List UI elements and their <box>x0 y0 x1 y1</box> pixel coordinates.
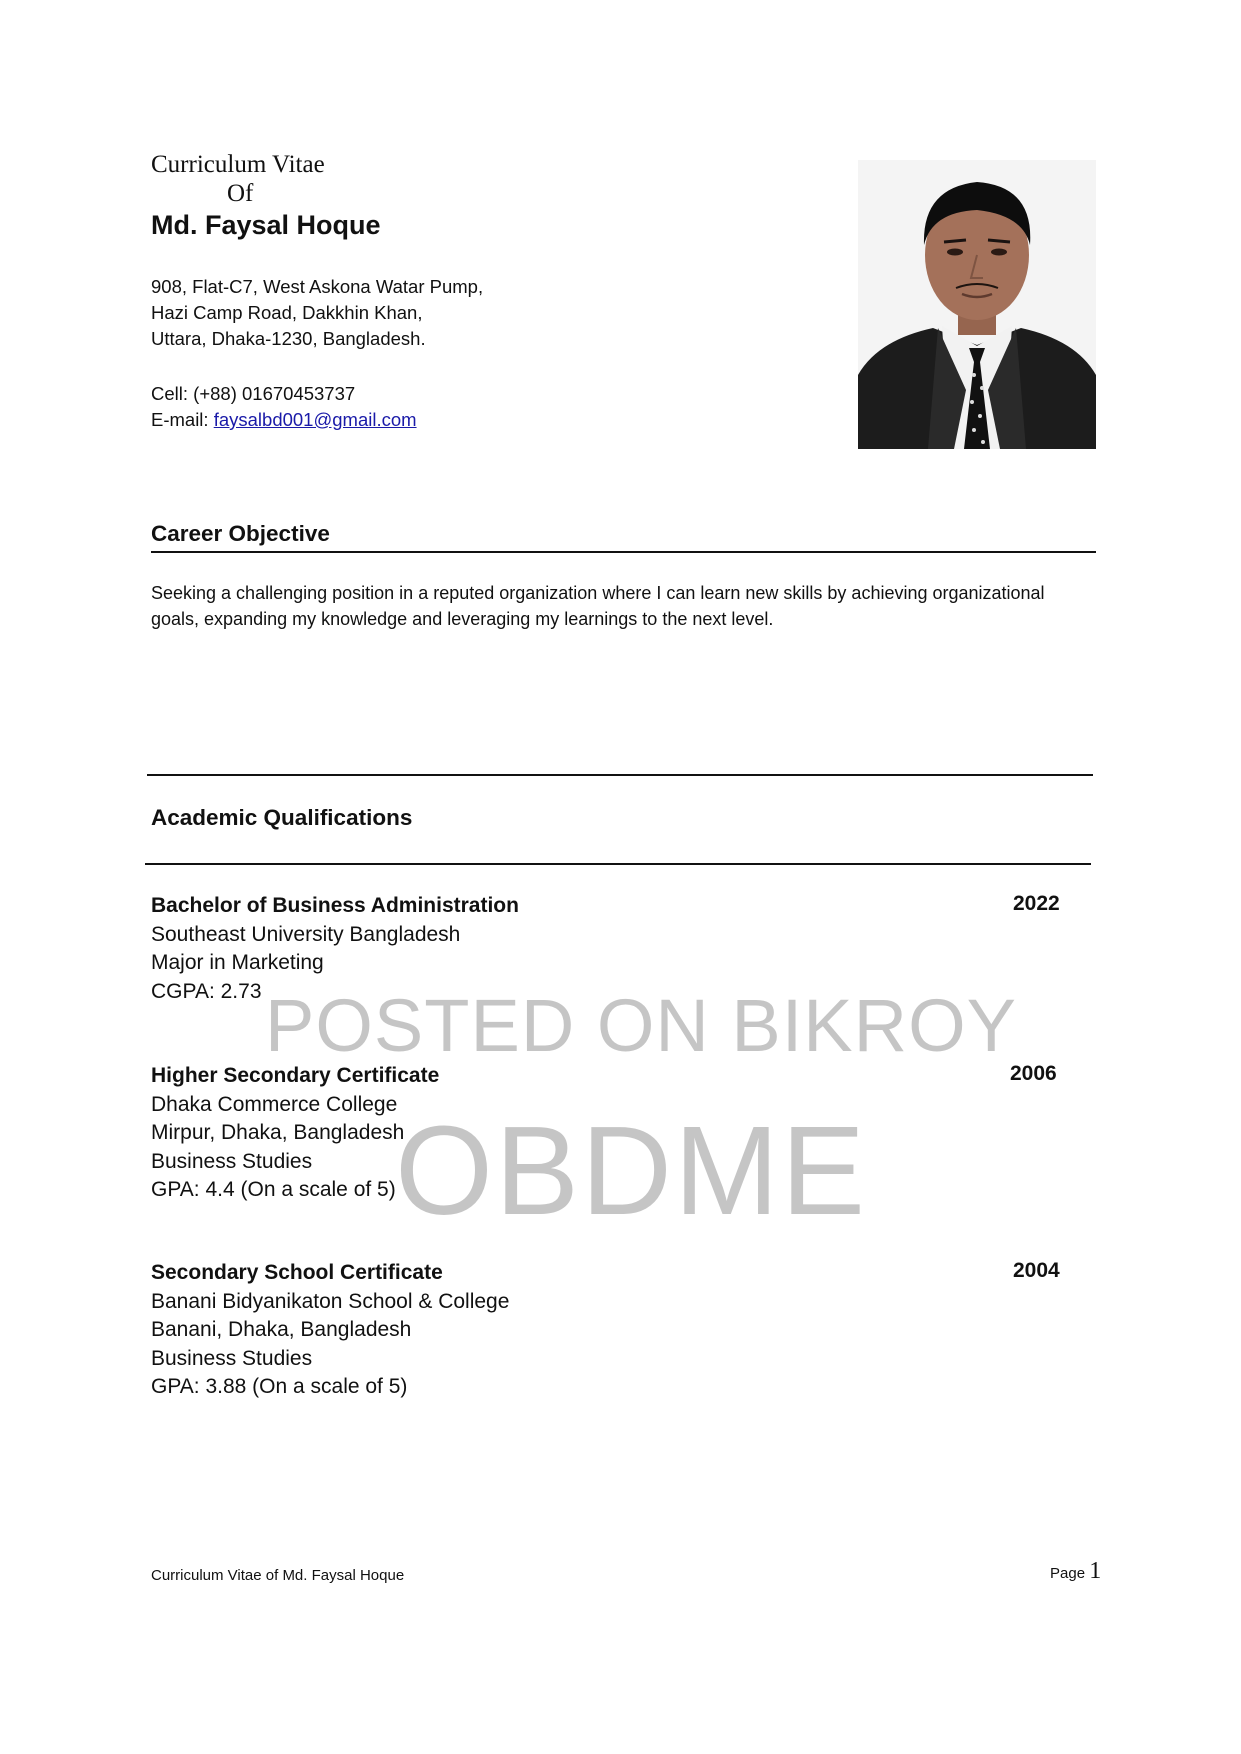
degree-title: Higher Secondary Certificate <box>151 1064 440 1087</box>
academic-entry <box>151 1259 509 1402</box>
entry-line: Business Studies <box>151 1149 313 1173</box>
entry-line: Banani, Dhaka, Bangladesh <box>151 1318 412 1341</box>
entry-line: Mirpur, Dhaka, Bangladesh <box>151 1121 405 1144</box>
page-label: Page <box>1050 1565 1090 1582</box>
cell-label: Cell: <box>151 383 194 404</box>
entry-line: Business Studies <box>151 1346 313 1370</box>
academic-qualifications-heading: Academic Qualifications <box>151 805 413 830</box>
watermark-line-2: OBDME <box>395 1100 868 1241</box>
address-block <box>151 274 483 352</box>
cv-title: Curriculum Vitae <box>151 151 325 178</box>
address-line: Uttara, Dhaka-1230, Bangladesh. <box>151 328 426 349</box>
entry-line: Dhaka Commerce College <box>151 1092 398 1116</box>
degree-title: Bachelor of Business Administration <box>151 894 519 917</box>
entry-line: Major in Marketing <box>151 951 324 974</box>
degree-year: 2022 <box>1013 892 1060 915</box>
candidate-name: Md. Faysal Hoque <box>151 210 381 240</box>
contact-block <box>151 381 417 433</box>
email-link[interactable]: faysalbd001@gmail.com <box>213 409 417 430</box>
email-row <box>151 407 417 433</box>
entry-line: Banani Bidyanikaton School & College <box>151 1289 510 1313</box>
degree-title: Secondary School Certificate <box>151 1261 443 1284</box>
address-line: 908, Flat-C7, West Askona Watar Pump, <box>151 276 484 297</box>
career-objective-heading: Career Objective <box>151 521 330 546</box>
degree-year: 2006 <box>1010 1062 1057 1085</box>
entry-line: GPA: 3.88 (On a scale of 5) <box>151 1375 408 1398</box>
entry-line: CGPA: 2.73 <box>151 979 262 1003</box>
entry-line: GPA: 4.4 (On a scale of 5) <box>151 1178 396 1201</box>
cell-number: (+88) 01670453737 <box>193 383 356 404</box>
page-indicator <box>1050 1558 1101 1585</box>
address-line: Hazi Camp Road, Dakkhin Khan, <box>151 302 423 323</box>
career-objective-text: Seeking a challenging position in a reputed organization where I can learn new skills by achieving organizational goals, expanding my knowledge and leveraging my learnings to the next level. <box>151 583 1045 629</box>
entry-line: Southeast University Bangladesh <box>151 922 461 946</box>
footer-text: Curriculum Vitae of Md. Faysal Hoque <box>151 1567 405 1584</box>
cv-title-of: Of <box>227 180 254 207</box>
section-divider <box>145 863 1091 865</box>
degree-year: 2004 <box>1013 1259 1060 1282</box>
watermark-line-1: POSTED ON BIKROY <box>265 984 1018 1067</box>
section-divider <box>151 551 1096 553</box>
section-divider <box>147 774 1093 776</box>
email-label: E-mail: <box>151 409 214 430</box>
page-number: 1 <box>1089 1558 1102 1584</box>
cell-row <box>151 381 417 407</box>
profile-photo <box>858 160 1096 449</box>
